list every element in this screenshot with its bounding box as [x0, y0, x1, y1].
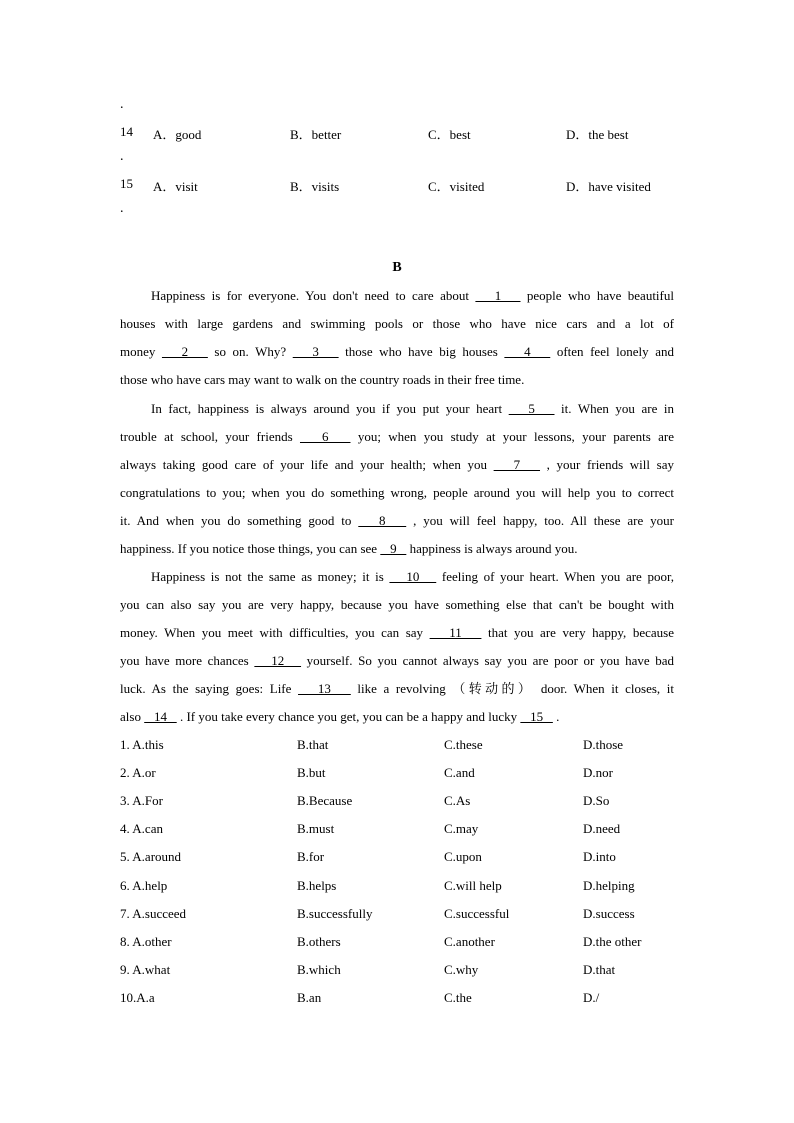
answer-blank[interactable]: 11 — [429, 625, 482, 640]
mc-option-d[interactable]: D.So — [583, 793, 610, 809]
passage-line — [151, 399, 674, 419]
option-14-d[interactable]: D．the best — [566, 127, 629, 142]
mc-option-b[interactable]: B.successfully — [297, 905, 373, 921]
mc-option-b[interactable]: B.which — [297, 961, 341, 977]
passage-line — [120, 679, 674, 699]
passage-text: In fact, happiness is always around you if you put your heart — [151, 401, 509, 416]
passage-text: luck. As the saying goes: Life — [120, 681, 299, 696]
passage-line — [120, 314, 674, 334]
passage-text: so on. Why? — [207, 344, 293, 359]
dot-marker: . — [120, 97, 124, 112]
answer-blank[interactable]: 14 — [144, 709, 177, 724]
mc-option-a[interactable]: 4. A.can — [120, 821, 163, 837]
passage-text: houses with large gardens and swimming pools or those who have nice cars and a lot of — [120, 316, 674, 331]
question-number-15: 15 — [120, 176, 133, 191]
question-number-14: 14 — [120, 124, 133, 139]
mc-option-a[interactable]: 10.A.a — [120, 989, 155, 1005]
answer-blank[interactable]: 2 — [161, 344, 208, 359]
answer-blank[interactable]: 10 — [389, 569, 437, 584]
mc-option-a[interactable]: 2. A.or — [120, 765, 156, 781]
passage-line — [120, 623, 674, 643]
passage-line — [151, 286, 674, 306]
passage-text: happiness is always around you. — [406, 541, 578, 556]
answer-blank[interactable]: 3 — [292, 344, 339, 359]
passage-text: yourself. So you cannot always say you are poor or you have bad — [301, 653, 675, 668]
answer-blank[interactable]: 5 — [508, 401, 555, 416]
mc-option-b[interactable]: B.must — [297, 821, 335, 837]
mc-option-d[interactable]: D.into — [583, 849, 616, 865]
passage-text: also — [120, 709, 145, 724]
passage-line — [120, 539, 674, 559]
option-15-b[interactable]: B．visits — [290, 179, 340, 194]
mc-option-d[interactable]: D.nor — [583, 765, 613, 781]
mc-option-a[interactable]: 3. A.For — [120, 793, 163, 809]
dot-marker: . — [120, 149, 124, 164]
mc-option-d[interactable]: D.success — [583, 905, 635, 921]
option-14-a[interactable]: A．good — [153, 127, 202, 142]
passage-text: those who have cars may want to walk on the country roads in their free time. — [120, 372, 525, 387]
answer-blank[interactable]: 8 — [358, 513, 407, 528]
passage-text: Happiness is for everyone. You don't need to care about — [151, 288, 476, 303]
mc-option-b[interactable]: B.Because — [297, 793, 353, 809]
passage-text: happiness. If you notice those things, you can see — [120, 541, 381, 556]
option-15-a[interactable]: A．visit — [153, 179, 198, 194]
passage-text: money. When you meet with difficulties, you can say — [120, 625, 430, 640]
mc-option-b[interactable]: B.an — [297, 989, 322, 1005]
passage-line — [120, 595, 674, 615]
mc-option-b[interactable]: B.for — [297, 849, 325, 865]
passage-text: it. When you are in — [554, 401, 675, 416]
mc-option-a[interactable]: 6. A.help — [120, 877, 168, 893]
answer-blank[interactable]: 9 — [380, 541, 407, 556]
dot-marker: . — [120, 201, 124, 216]
mc-option-c[interactable]: C.these — [444, 737, 483, 752]
mc-option-c[interactable]: C.why — [444, 961, 479, 977]
mc-option-d[interactable]: D.the other — [583, 933, 642, 949]
mc-option-c[interactable]: C.another — [444, 933, 495, 949]
mc-option-b[interactable]: B.but — [297, 765, 326, 781]
mc-option-b[interactable]: B.that — [297, 737, 329, 752]
mc-option-c[interactable]: C.upon — [444, 849, 482, 865]
passage-text: you have more chances — [120, 653, 255, 668]
passage-text: congratulations to you; when you do something wrong, people around you will help you to correct — [120, 485, 674, 500]
mc-option-b[interactable]: B.others — [297, 933, 341, 949]
passage-text: . — [552, 709, 560, 724]
passage-text: that you are very happy, because — [481, 625, 674, 640]
passage-line — [120, 370, 674, 390]
answer-blank[interactable]: 6 — [299, 429, 351, 444]
mc-option-d[interactable]: D.need — [583, 821, 621, 837]
passage-text: , your friends will say — [540, 457, 674, 472]
mc-option-c[interactable]: C.the — [444, 989, 472, 1005]
answer-blank[interactable]: 15 — [520, 709, 553, 724]
mc-option-c[interactable]: C.may — [444, 821, 479, 837]
answer-blank[interactable]: 7 — [493, 457, 541, 472]
mc-option-c[interactable]: C.successful — [444, 905, 510, 921]
mc-option-d[interactable]: D.those — [583, 737, 624, 752]
passage-line — [120, 427, 674, 447]
passage-text: money — [120, 344, 162, 359]
mc-option-a[interactable]: 1. A.this — [120, 737, 164, 752]
mc-option-d[interactable]: D./ — [583, 989, 600, 1005]
answer-blank[interactable]: 1 — [475, 288, 521, 303]
passage-text: Happiness is not the same as money; it is — [151, 569, 390, 584]
passage-text: . If you take every chance you get, you can be a happy and lucky — [176, 709, 521, 724]
mc-option-a[interactable]: 5. A.around — [120, 849, 182, 865]
option-14-c[interactable]: C．best — [428, 127, 471, 142]
passage-text: always taking good care of your life and your health; when you — [120, 457, 494, 472]
passage-text: feeling of your heart. When you are poor, — [436, 569, 674, 584]
passage-text: you can also say you are very happy, because you have something else that can't be bought with — [120, 597, 674, 612]
passage-text: it. And when you do something good to — [120, 513, 359, 528]
passage-line — [151, 567, 674, 587]
option-14-b[interactable]: B．better — [290, 127, 342, 142]
passage-text: those who have big houses — [338, 344, 505, 359]
mc-option-b[interactable]: B.helps — [297, 877, 337, 893]
answer-blank[interactable]: 12 — [254, 653, 302, 668]
passage-line — [120, 707, 674, 727]
passage-text: , you will feel happy, too. All these are your — [406, 513, 675, 528]
mc-option-c[interactable]: C.As — [444, 793, 471, 809]
mc-option-c[interactable]: C.will help — [444, 877, 502, 893]
mc-option-a[interactable]: 8. A.other — [120, 933, 172, 949]
passage-text: like a revolving （转动的） door. When it closes, it — [350, 681, 674, 696]
option-15-d[interactable]: D．have visited — [566, 179, 651, 194]
passage-text: you; when you study at your lessons, your parents are — [350, 429, 675, 444]
passage-line — [120, 483, 674, 503]
section-title: B — [392, 260, 402, 275]
passage-line — [120, 651, 674, 671]
answer-blank[interactable]: 13 — [298, 681, 351, 696]
passage-text: people who have beautiful — [520, 288, 674, 303]
mc-option-d[interactable]: D.helping — [583, 877, 635, 893]
passage-line — [120, 455, 674, 475]
mc-option-d[interactable]: D.that — [583, 961, 616, 977]
passage-text: trouble at school, your friends — [120, 429, 300, 444]
passage-text: often feel lonely and — [550, 344, 674, 359]
mc-option-a[interactable]: 7. A.succeed — [120, 905, 187, 921]
option-15-c[interactable]: C．visited — [428, 179, 485, 194]
passage-line — [120, 511, 674, 531]
mc-option-a[interactable]: 9. A.what — [120, 961, 171, 977]
mc-option-c[interactable]: C.and — [444, 765, 475, 781]
answer-blank[interactable]: 4 — [504, 344, 551, 359]
passage-line — [120, 342, 674, 362]
